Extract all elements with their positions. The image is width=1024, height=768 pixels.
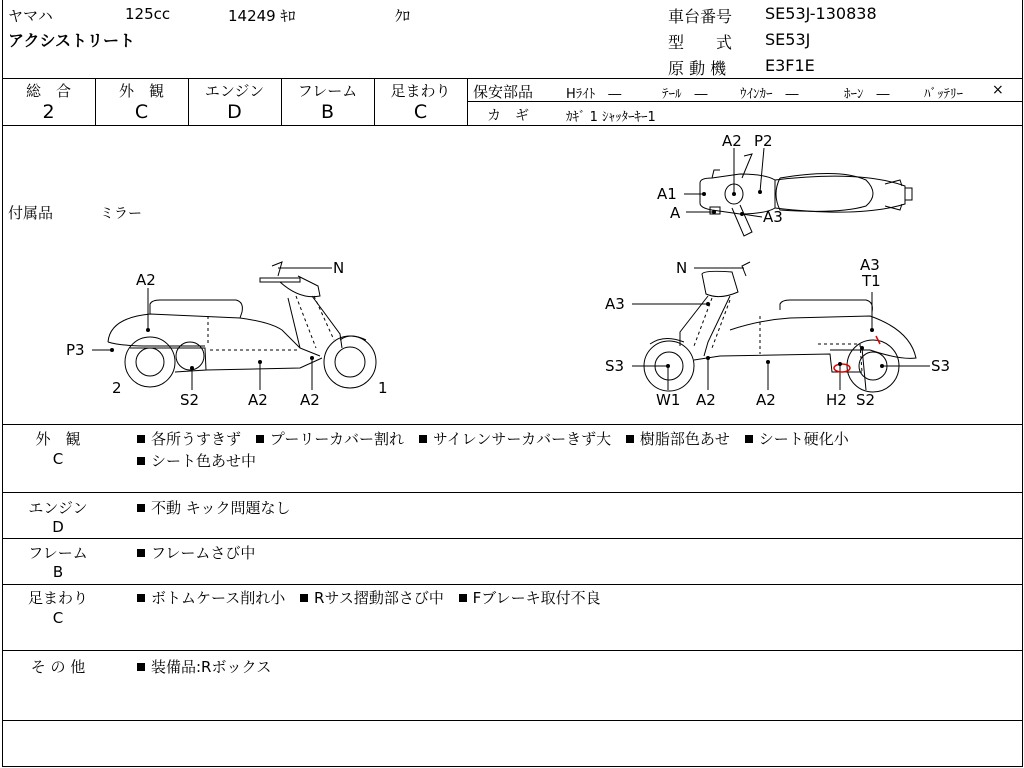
safety-taillight: ﾃｰﾙ ― [662,87,708,102]
diagram-label: 1 [378,379,388,397]
safety-headlight: Hﾗｲﾄ ― [566,87,622,102]
diagram-label: W1 [656,391,681,409]
diagram-label: A2 [136,271,156,289]
safety-label: 保安部品 [473,83,534,101]
displacement: 125cc [125,5,171,23]
overall-grade: 2 [42,101,55,123]
diagram-label: 2 [112,379,122,397]
diagram-label: P3 [66,341,85,359]
diagram-label: A3 [605,295,625,313]
remark-suspension-label: 足まわり [27,589,88,607]
accessories-label: 付属品 [8,204,54,222]
remark-suspension-line: ボトムケース削れ小 Rサス摺動部さび中 Fブレーキ取付不良 [137,587,601,608]
remark-frame-line: フレームさび中 [137,542,255,563]
frame-no-label: 車台番号 [668,7,733,26]
remark-other-line: 装備品:Rボックス [137,656,271,677]
diagram-label: N [676,259,688,277]
top-view-drawing [700,154,912,236]
remark-engine-line: 不動 キック問題なし [137,497,290,518]
exterior-grade: C [134,101,149,123]
engine-grade: D [227,101,242,123]
diagram-label: T1 [862,272,881,290]
remark-suspension-grade: C [52,609,64,627]
diagram-label: S2 [180,391,200,409]
color: ｸﾛ [395,7,411,25]
diagram-label: N [333,259,345,277]
key-value: ｶｷﾞ 1 ｼｬｯﾀｰｷｰ1 [566,110,656,125]
overall-label: 総 合 [25,82,71,100]
diagram-label: A [670,204,681,222]
type-value: SE53J [765,30,811,49]
battery-mark: × [992,82,1004,98]
remark-other-label: そ の 他 [30,658,86,676]
scooter-diagram [0,126,1024,424]
diagram-label: A2 [248,391,268,409]
diagram-label: P2 [754,132,773,150]
maker: ヤマハ [8,7,53,25]
remark-exterior-line2: シート色あせ中 [137,450,256,471]
remark-frame-grade: B [52,563,64,581]
diagram-label: A2 [756,391,776,409]
key-label: カ ギ [487,108,529,124]
remark-exterior-label: 外 観 [35,430,81,448]
frame-grade: B [320,101,335,123]
engine-model-value: E3F1E [765,56,815,75]
diagram-label: A1 [657,185,677,203]
diagram-label: A2 [696,391,716,409]
safety-horn: ﾎｰﾝ ― [844,87,890,102]
remark-exterior-grade: C [52,450,64,468]
diagram-label: A2 [300,391,320,409]
diagram-label: S3 [605,357,625,375]
remark-frame-label: フレーム [28,544,88,562]
remark-engine-grade: D [52,518,64,536]
model-name: アクシストリート [8,31,136,50]
safety-winker: ｳｲﾝｶｰ ― [740,87,799,102]
frame-label: フレーム [297,82,358,100]
engine-model-label: 原 動 機 [668,59,727,78]
suspension-grade: C [413,101,428,123]
exterior-label: 外 観 [118,82,164,100]
diagram-label: A2 [722,132,742,150]
diagram-label: A3 [860,256,880,274]
mileage: 14249 ｷﾛ [228,7,296,25]
diagram-label: S2 [856,391,876,409]
diagram-label: A3 [763,208,783,226]
type-label: 型 式 [668,33,733,52]
engine-label: エンジン [204,82,265,100]
diagram-label: H2 [826,391,847,409]
damage-mark-h2 [834,364,850,372]
frame-no: SE53J-130838 [765,4,877,23]
remark-engine-label: エンジン [28,499,88,517]
accessories-value: ミラー [100,206,142,222]
safety-battery: ﾊﾞｯﾃﾘｰ [924,87,963,102]
diagram-label: S3 [931,357,951,375]
remark-exterior-line1: 各所うすきず プーリーカバー割れ サイレンサーカバーきず大 樹脂部色あせ シート硬化小 [137,428,849,449]
suspension-label: 足まわり [390,82,451,100]
